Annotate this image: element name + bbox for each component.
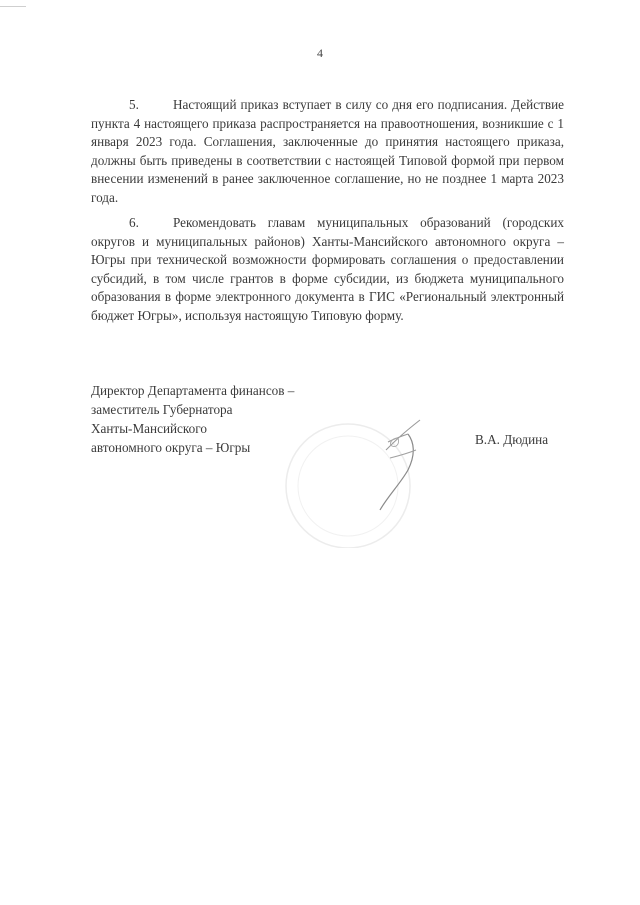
position-line: Ханты-Мансийского [91, 421, 207, 436]
paragraph-6 [91, 214, 564, 325]
signatory-position [91, 381, 294, 457]
signature-stamp-image [270, 398, 470, 548]
paragraph-text: Настоящий приказ вступает в силу со дня его подписания. Действие пункта 4 настоящего приказа распространяется на правоотношения, возникшие с 1 января 2023 года. Соглашения, заключенные до принятия настоящего приказа, должны быть приведены в соответствии с настоящей Типовой формой при первом внесении изменений в ранее заключенное соглашение, но не позднее 1 марта 2023 года. [91, 97, 564, 205]
paragraph-number: 6. [129, 215, 139, 230]
paragraph-5 [91, 96, 564, 207]
position-line: Директор Департамента финансов – [91, 383, 295, 398]
position-line: автономного округа – Югры [91, 440, 251, 455]
page-number: 4 [317, 46, 323, 60]
signatory-name: В.А. Дюдина [475, 432, 549, 447]
scan-corner-mark [0, 0, 26, 7]
paragraph-number: 5. [129, 97, 139, 112]
position-line: заместитель Губернатора [91, 402, 233, 417]
paragraph-text: Рекомендовать главам муниципальных образований (городских округов и муниципальных районов) Ханты-Мансийского автономного округа – Югры при технической возможности формировать соглашения о предоставлении субсидий, в том числе грантов в форме субсидии, из бюджета муниципального образования в форме электронного документа в ГИС «Региональный электронный бюджет Югры», используя настоящую Типовую форму. [91, 215, 564, 323]
